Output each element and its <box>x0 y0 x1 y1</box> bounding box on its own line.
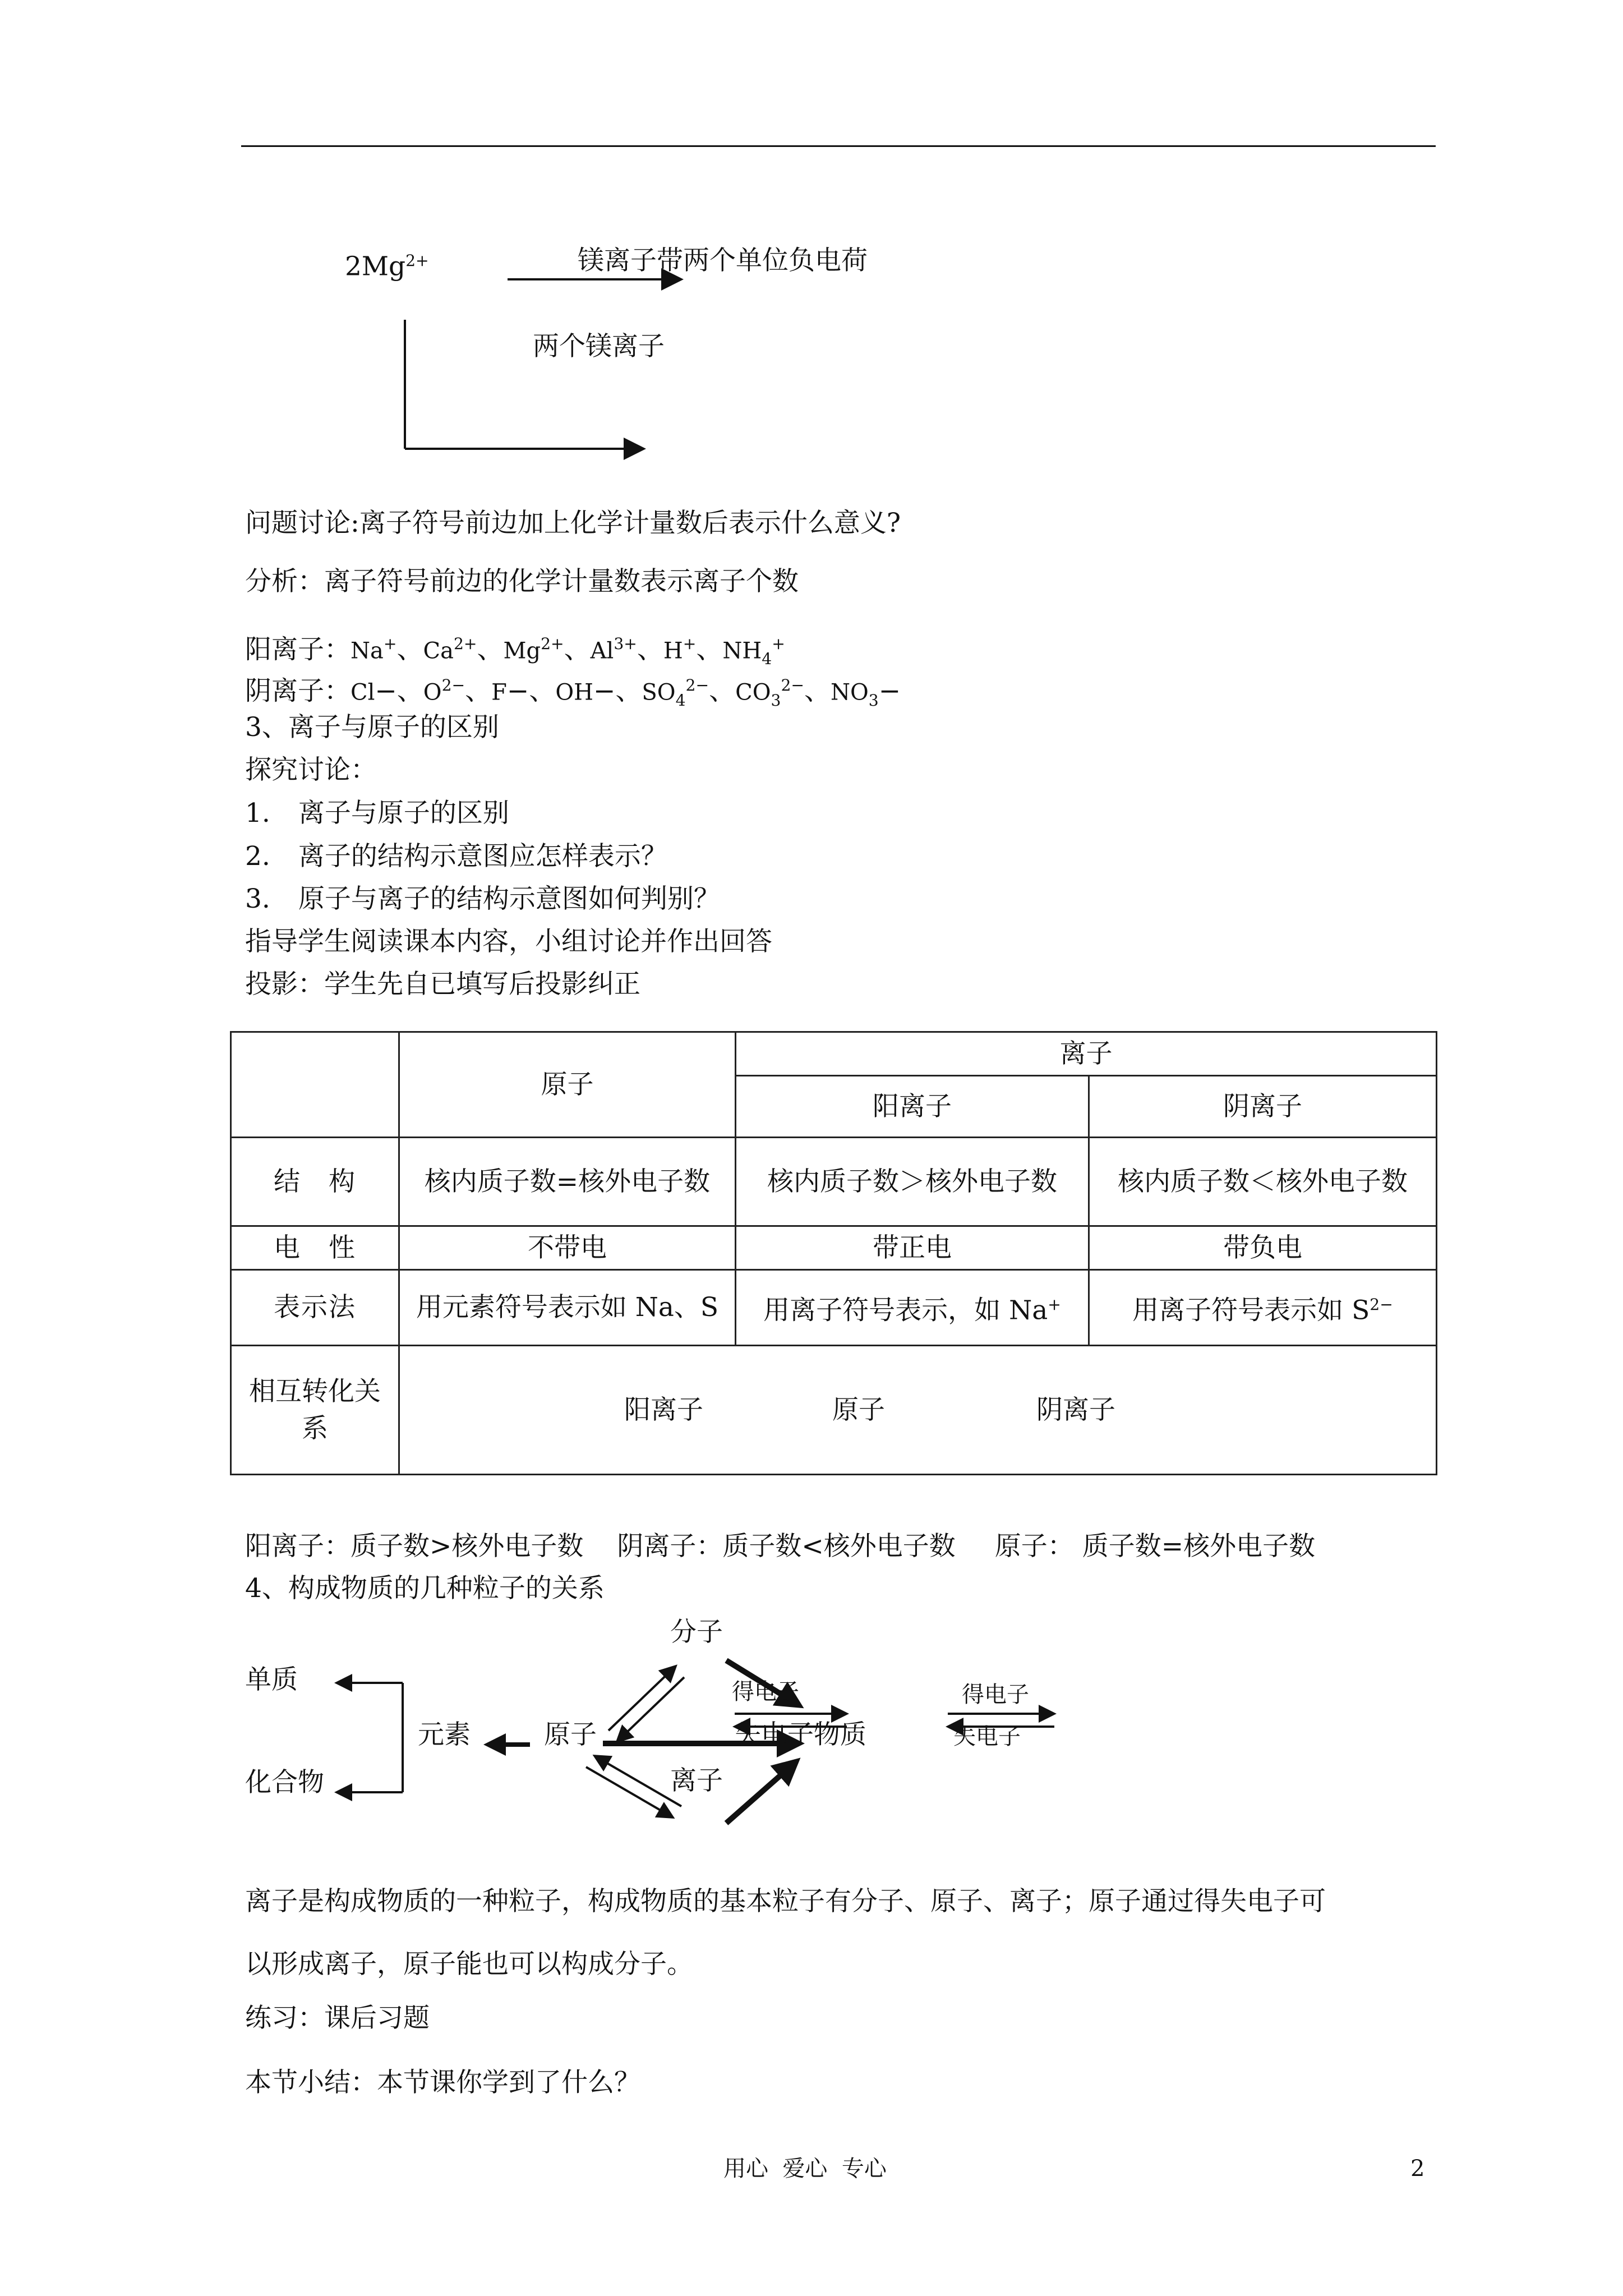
table-row <box>231 1226 1437 1270</box>
ion-symbol: $2Mg^{2+}$ <box>345 251 429 282</box>
row-label: 相互转化关系 <box>231 1346 399 1475</box>
relation-cell <box>399 1346 1437 1475</box>
table-corner-cell <box>231 1032 399 1138</box>
cell-atom: 不带电 <box>399 1226 736 1270</box>
cation-list: 阳离子：Na+、$Ca^{2+}$、$Mg^{2+}$、$Al^{3+}$、H+、$NH_4^+$ <box>245 634 785 669</box>
cell-cation: 用离子符号表示，如 Na+ <box>736 1270 1089 1346</box>
header-anion: 阴离子 <box>1089 1076 1437 1138</box>
header-ion: 离子 <box>736 1032 1437 1076</box>
diagram-gain-electron-2: 得电子 <box>962 1682 1029 1708</box>
relation-cation: 阳离子 <box>624 1394 703 1425</box>
list-item: 3. 原子与离子的结构示意图如何判别？ <box>245 884 720 914</box>
diagram-lose-electron-2: 失电子 <box>953 1724 1021 1750</box>
exercise-line: 练习：课后习题 <box>245 2003 430 2033</box>
summary-atom: 原子： 质子数=核外电子数 <box>994 1531 1316 1562</box>
row-label: 电 性 <box>231 1226 399 1270</box>
summary-line <box>245 1530 1315 1563</box>
diagram-ion: 离子 <box>670 1765 723 1796</box>
closing-paragraph-2: 以形成离子，原子能也可以构成分子。 <box>245 1949 693 1980</box>
cell-anion: 核内质子数＜核外电子数 <box>1089 1138 1437 1226</box>
explore-heading: 探究讨论： <box>245 754 377 785</box>
relation-atom: 原子 <box>832 1394 885 1425</box>
cell-anion: 用离子符号表示如 $S^{2-}$ <box>1089 1270 1437 1346</box>
anion-list: 阴离子：Cl−、$O^{2-}$、F−、OH−、$SO_4^{2-}$、$CO_3^{2-}$、$NO_3-$ <box>245 675 901 710</box>
relation-anion: 阴离子 <box>1036 1394 1115 1425</box>
table-row <box>231 1346 1437 1475</box>
diagram-lose-electron-matter: 失电子物质 <box>735 1719 866 1750</box>
question-paragraph: 问题讨论:离子符号前边加上化学计量数后表示什么意义? <box>245 508 901 539</box>
meaning-count: 两个镁离子 <box>533 331 665 362</box>
page-number: 2 <box>1410 2156 1425 2182</box>
atom-ion-comparison-table <box>230 1031 1437 1475</box>
summary-cation: 阳离子：质子数>核外电子数 <box>245 1531 584 1562</box>
row-label: 表示法 <box>231 1270 399 1346</box>
diagram-element: 元素 <box>418 1719 471 1750</box>
diagram-molecule: 分子 <box>670 1617 723 1648</box>
projection-paragraph: 投影：学生先自已填写后投影纠正 <box>245 969 640 1000</box>
row-label: 结 构 <box>231 1138 399 1226</box>
header-cation: 阳离子 <box>736 1076 1089 1138</box>
lesson-summary-line: 本节小结：本节课你学到了什么？ <box>245 2067 640 2098</box>
meaning-charge: 镁离子带两个单位负电荷 <box>578 245 868 276</box>
summary-anion: 阴离子：质子数<核外电子数 <box>617 1531 956 1562</box>
list-item: 2. 离子的结构示意图应怎样表示？ <box>245 841 667 872</box>
analysis-paragraph: 分析：离子符号前边的化学计量数表示离子个数 <box>245 566 799 597</box>
diagram-gain-electron: 得电子 <box>732 1679 799 1705</box>
cell-cation: 带正电 <box>736 1226 1089 1270</box>
diagram-atom: 原子 <box>544 1719 597 1750</box>
footer-motto: 用心 爱心 专心 <box>723 2156 887 2182</box>
cell-atom: 用元素符号表示如 Na、S <box>399 1270 736 1346</box>
diagram-simple: 单质 <box>245 1664 298 1695</box>
cell-anion: 带负电 <box>1089 1226 1437 1270</box>
section-4-heading: 4、构成物质的几种粒子的关系 <box>245 1573 605 1604</box>
list-item: 1. 离子与原子的区别 <box>245 798 509 829</box>
table-row <box>231 1270 1437 1346</box>
closing-paragraph-1: 离子是构成物质的一种粒子，构成物质的基本粒子有分子、原子、离子；原子通过得失电子可 <box>245 1886 1326 1917</box>
diagram-compound: 化合物 <box>245 1767 324 1798</box>
cell-atom: 核内质子数=核外电子数 <box>399 1138 736 1226</box>
cell-cation: 核内质子数＞核外电子数 <box>736 1138 1089 1226</box>
table-row <box>231 1138 1437 1226</box>
section-3-heading: 3、离子与原子的区别 <box>245 712 499 743</box>
header-atom: 原子 <box>399 1032 736 1138</box>
guide-paragraph: 指导学生阅读课本内容，小组讨论并作出回答 <box>245 926 772 957</box>
